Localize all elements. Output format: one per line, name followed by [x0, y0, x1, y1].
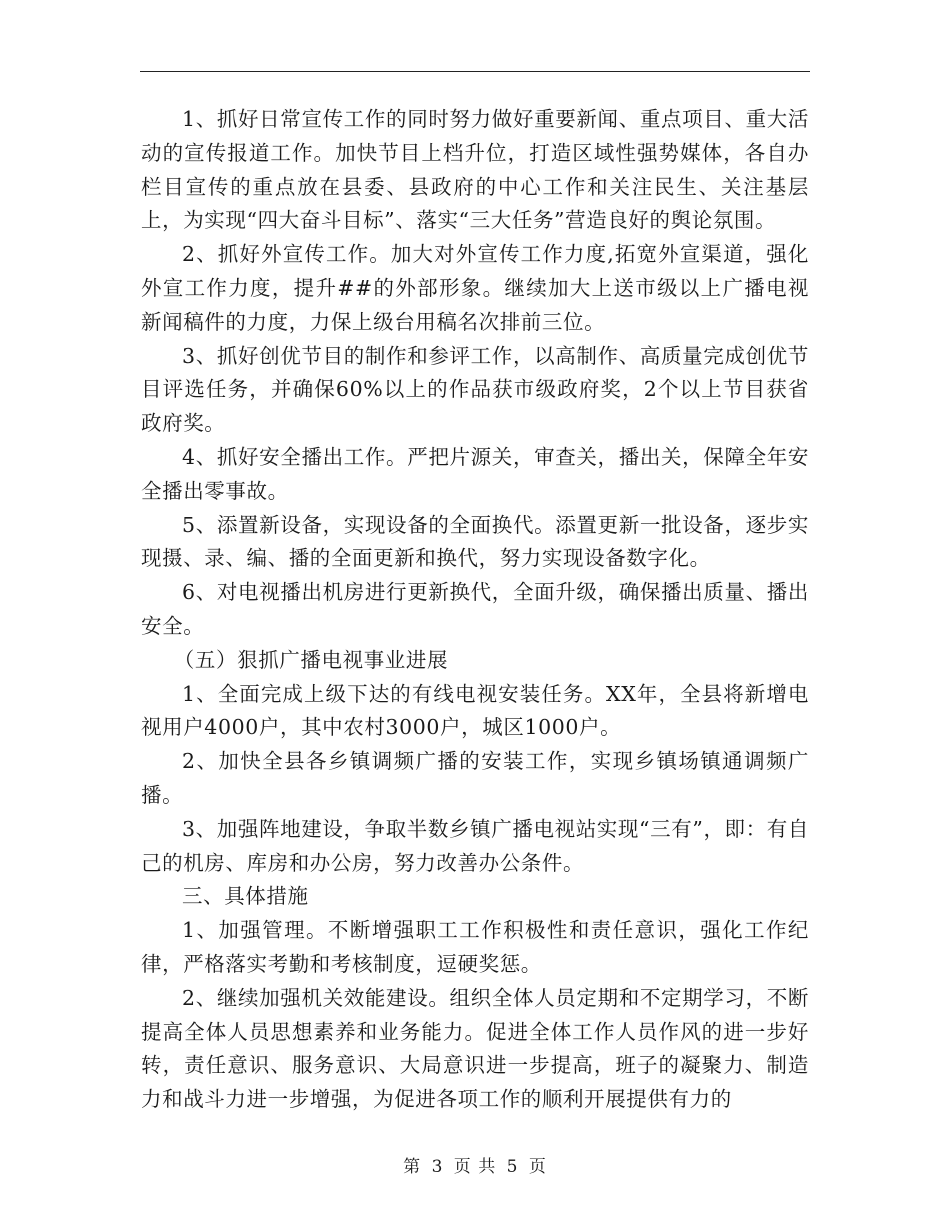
paragraph: 1、抓好日常宣传工作的同时努力做好重要新闻、重点项目、重大活动的宣传报道工作。加快节目上档升位，打造区域性强势媒体，各自办栏目宣传的重点放在县委、县政府的中心工作和关注民生、关注基层上，为实现“四大奋斗目标”、落实“三大任务”营造良好的舆论氛围。 — [141, 107, 809, 233]
footer-suffix: 页 — [528, 1157, 547, 1177]
footer-current-page: 3 — [431, 1157, 444, 1177]
paragraph: 6、对电视播出机房进行更新换代，全面升级，确保播出质量、播出安全。 — [141, 580, 809, 638]
footer-prefix: 第 — [403, 1157, 422, 1177]
paragraph: 3、抓好创优节目的制作和参评工作，以高制作、高质量完成创优节目评选任务，并确保60%以上的作品获市级政府奖，2个以上节目获省政府奖。 — [141, 343, 809, 436]
paragraph: 3、加强阵地建设，争取半数乡镇广播电视站实现“三有”，即：有自己的机房、库房和办公房，努力改善办公条件。 — [141, 816, 809, 875]
header-rule — [140, 71, 810, 72]
paragraph: 2、加快全县各乡镇调频广播的安装工作，实现乡镇场镇通调频广播。 — [141, 749, 809, 807]
footer-total-pages: 5 — [506, 1157, 519, 1177]
footer-middle: 页 共 — [453, 1157, 497, 1177]
page-footer — [0, 1152, 950, 1177]
section-heading: （五）狠抓广播电视事业进展 — [173, 647, 449, 672]
paragraph: 5、添置新设备，实现设备的全面换代。添置更新一批设备，逐步实现摄、录、编、播的全面更新和换代，努力实现设备数字化。 — [141, 512, 809, 571]
document-body — [141, 103, 809, 1117]
paragraph: 2、继续加强机关效能建设。组织全体人员定期和不定期学习，不断提高全体人员思想素养和业务能力。促进全体工作人员作风的进一步好转，责任意识、服务意识、大局意识进一步提高，班子的凝聚力、制造力和战斗力进一步增强，为促进各项工作的顺利开展提供有力的 — [141, 985, 809, 1112]
paragraph: 1、加强管理。不断增强职工工作积极性和责任意识，强化工作纪律，严格落实考勤和考核制度，逗硬奖惩。 — [141, 918, 809, 976]
paragraph: 1、全面完成上级下达的有线电视安装任务。XX年，全县将新增电视用户4000户，其中农村3000户，城区1000户。 — [141, 681, 809, 740]
section-heading: 三、具体措施 — [182, 884, 309, 909]
paragraph: 2、抓好外宣传工作。加大对外宣传工作力度,拓宽外宣渠道，强化外宣工作力度，提升##的外部形象。继续加大上送市级以上广播电视新闻稿件的力度，力保上级台用稿名次排前三位。 — [141, 242, 809, 334]
paragraph: 4、抓好安全播出工作。严把片源关，审查关，播出关，保障全年安全播出零事故。 — [141, 444, 809, 503]
